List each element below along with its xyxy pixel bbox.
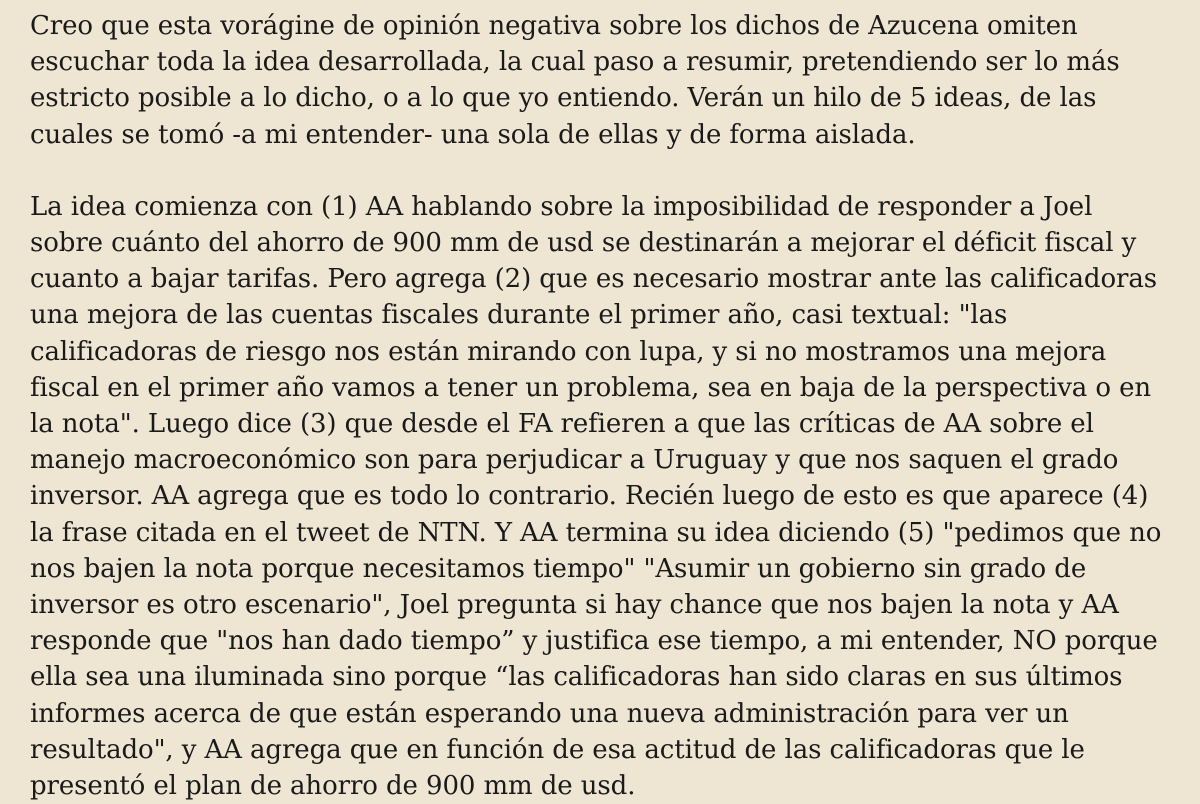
- paragraph-intro: Creo que esta vorágine de opinión negativa sobre los dichos de Azucena omiten escuchar toda la idea desarrollada, la cual paso a resumir, pretendiendo ser lo más estricto posible a lo dicho, o a lo que yo entiendo. Verán un hilo de 5 ideas, de las cuales se tomó -a mi entender- una sola de ellas y de forma aislada.: [30, 11, 1120, 150]
- paragraph-summary: La idea comienza con (1) AA hablando sobre la imposibilidad de responder a Joel sobre cuánto del ahorro de 900 mm de usd se destinarán a mejorar el déficit fiscal y cuanto a bajar tarifas. Pero agrega (2) que es necesario mostrar ante las calificadoras una mejora de las cuentas fiscales durante el primer año, casi textual: "las calificadoras de riesgo nos están mirando con lupa, y si no mostramos una mejora fiscal en el primer año vamos a tener un problema, sea en baja de la perspectiva o en la nota". Luego dice (3) que desde el FA refieren a que las críticas de AA sobre el manejo macroeconómico son para perjudicar a Uruguay y que nos saquen el grado inversor. AA agrega que es todo lo contrario. Recién luego de esto es que aparece (4) la frase citada en el tweet de NTN. Y AA termina su idea diciendo (5) "pedimos que no nos bajen la nota porque necesitamos tiempo" "Asumir un gobierno sin grado de inversor es otro escenario", Joel pregunta si hay chance que nos bajen la nota y AA responde que "nos han dado tiempo” y justifica ese tiempo, a mi entender, NO porque ella sea una iluminada sino porque “las calificadoras han sido claras en sus últimos informes acerca de que están esperando una nueva administración para ver un resultado", y AA agrega que en función de esa actitud de las calificadoras que le presentó el plan de ahorro de 900 mm de usd.: [30, 191, 1162, 802]
